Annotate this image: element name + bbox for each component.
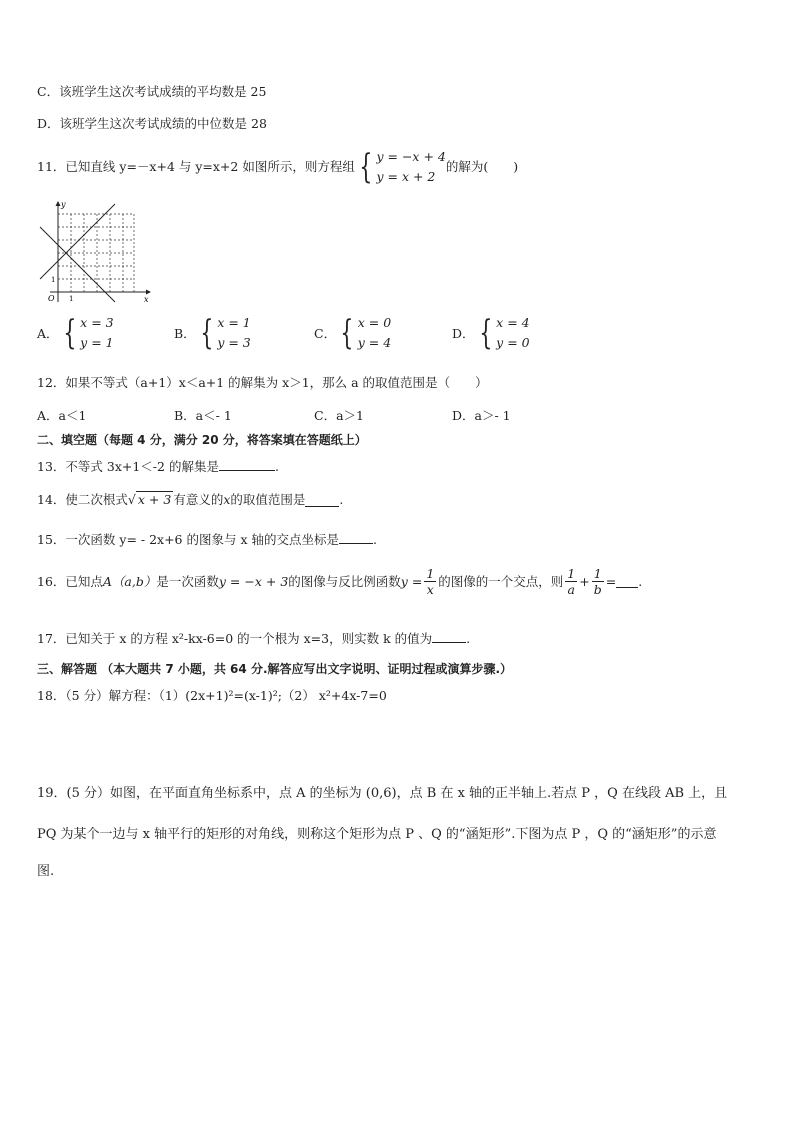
- q11-option-b-row1: x = 1: [217, 315, 251, 330]
- q11-stem-end: 的解为( ): [445, 159, 519, 174]
- q11-option-d-row2: y = 0: [496, 335, 530, 350]
- q16-fraction-1-over-x: [424, 566, 436, 597]
- q11-option-a-row1: x = 3: [80, 315, 114, 330]
- q16-frac-b-num: 1: [593, 566, 602, 581]
- q13: 13．不等式 3x+1＜-2 的解集是 .: [37, 459, 279, 474]
- graph-x-tick-label: 1: [69, 295, 74, 303]
- q14-text-b: 有意义的: [173, 492, 224, 507]
- graph-origin-label: O: [48, 294, 55, 303]
- q15: 15．一次函数 y= - 2x+6 的图象与 x 轴的交点坐标是 .: [37, 532, 377, 547]
- q11-option-a-label: A．: [37, 326, 59, 341]
- q11-option-b-row2: y = 3: [217, 335, 251, 350]
- q17-text: 17．已知关于 x 的方程 x²-kx-6=0 的一个根为 x=3，则实数 k 的值为: [37, 631, 433, 646]
- section-3-heading: 三、解答题 （本大题共 7 小题，共 64 分.解答应写出文字说明、证明过程或演算步骤.）: [37, 662, 513, 676]
- q14-answer-blank: [305, 494, 339, 507]
- q12-option-d: D．a＞- 1: [452, 408, 511, 423]
- q12-option-b: B．a＜- 1: [174, 408, 232, 423]
- q16-frac-b-den: b: [593, 582, 602, 597]
- q15-text: 15．一次函数 y= - 2x+6 的图象与 x 轴的交点坐标是: [37, 532, 339, 547]
- q11-option-d-row1: x = 4: [496, 315, 530, 330]
- q16-text-c: 的图像与反比例函数: [288, 573, 401, 589]
- q16-answer-blank: [616, 575, 638, 588]
- q16-plus: +: [579, 573, 590, 589]
- q11-stem-text: 11．已知直线 y=－x+4 与 y=x+2 如图所示，则方程组: [37, 159, 355, 174]
- section-2-heading: 二、填空题（每题 4 分，满分 20 分，将答案填在答题纸上）: [37, 433, 367, 447]
- graph-x-label: x: [144, 295, 149, 304]
- q13-answer-blank: [219, 458, 275, 471]
- y-axis-arrow: [56, 201, 61, 206]
- q19-line-2: PQ 为某个一边与 x 轴平行的矩形的对角线，则称这个矩形为点 P 、Q 的“涵矩形”.下图为点 P ，Q 的“涵矩形”的示意: [37, 827, 717, 842]
- q16-frac-a-den: a: [567, 582, 575, 597]
- graph-y-tick-label: 1: [51, 276, 56, 284]
- q11-option-c-row2: y = 4: [357, 335, 392, 350]
- q14-text-a: 14．使二次根式: [37, 492, 128, 507]
- q11-graph: [34, 198, 154, 304]
- q16-point: A（a,b）: [102, 573, 157, 589]
- graph-grid: [58, 214, 134, 292]
- q14: 14．使二次根式 √ x + 3 有意义的 x 的取值范围是 .: [37, 492, 344, 507]
- q12-stem: 12．如果不等式（a+1）x＜a+1 的解集为 x＞1，那么 a 的取值范围是（ ）: [37, 375, 488, 390]
- q16-frac-a-num: 1: [567, 566, 576, 581]
- q16-fraction-num: 1: [426, 566, 435, 581]
- q10-option-c: C．该班学生这次考试成绩的平均数是 25: [37, 84, 267, 99]
- line-y-x-plus-2: [40, 204, 115, 279]
- q11-equation-system: { y = −x + 4 y = x + 2: [359, 147, 446, 187]
- q14-var-x: x: [223, 492, 231, 507]
- q11-option-c-label: C．: [314, 326, 337, 341]
- q11-option-d-label: D．: [452, 326, 475, 341]
- q14-radicand: x + 3: [137, 492, 172, 507]
- q11-eq2: y = x + 2: [376, 169, 436, 184]
- q19-line-1: 19．(5 分）如图，在平面直角坐标系中，点 A 的坐标为 (0,6)，点 B 在 x 轴的正半轴上.若点 P ，Q 在线段 AB 上，且: [37, 786, 728, 801]
- q16-text-a: 16．已知点: [37, 573, 103, 589]
- q11-option-b-label: B．: [174, 326, 196, 341]
- q11-eq1: y = −x + 4: [376, 149, 446, 164]
- q16-linear-function: y = −x + 3: [218, 573, 289, 589]
- q10-option-d: D．该班学生这次考试成绩的中位数是 28: [37, 116, 267, 131]
- graph-y-label: y: [61, 200, 66, 209]
- x-axis-arrow: [146, 290, 151, 295]
- q16-fraction-1-over-b: [592, 566, 604, 597]
- q11-option-a: A． { x = 3 y = 1: [37, 313, 114, 353]
- q11-option-a-row2: y = 1: [80, 335, 114, 350]
- q17-answer-blank: [432, 630, 466, 643]
- q12-option-a: A．a＜1: [37, 408, 87, 423]
- q14-radical: √ x + 3: [127, 492, 172, 507]
- q19-line-3: 图.: [37, 864, 55, 879]
- q16-inverse-function-lhs: y =: [400, 573, 423, 589]
- q11-stem: [37, 147, 518, 187]
- q16-text-b: 是一次函数: [156, 573, 219, 589]
- q11-option-c-row1: x = 0: [357, 315, 392, 330]
- q16: 16．已知点 A（a,b） 是一次函数 y = −x + 3 的图像与反比例函数 y = $\frac{1}{x}$ 的图像的一个交点，则 $\frac{1}{a}$ + $\frac{1}{b}$ = .: [37, 566, 643, 597]
- q11-option-b: B． { x = 1 y = 3: [174, 313, 251, 353]
- q16-text-d: 的图像的一个交点，则: [438, 573, 564, 589]
- q11-option-d: D． { x = 4 y = 0: [452, 313, 530, 353]
- q18: 18．（5 分）解方程：（1）(2x+1)²=(x-1)²;（2） x²+4x-7=0: [37, 688, 387, 703]
- q15-answer-blank: [339, 531, 373, 544]
- q16-fraction-den: x: [426, 582, 434, 597]
- q14-text-c: 的取值范围是: [230, 492, 306, 507]
- q16-fraction-1-over-a: [565, 566, 577, 597]
- q13-text: 13．不等式 3x+1＜-2 的解集是: [37, 459, 219, 474]
- q16-equals: =: [605, 573, 617, 589]
- q17: 17．已知关于 x 的方程 x²-kx-6=0 的一个根为 x=3，则实数 k 的值为 .: [37, 631, 471, 646]
- q11-option-c: C． { x = 0 y = 4: [314, 313, 392, 353]
- q12-option-c: C．a＞1: [314, 408, 364, 423]
- line-y-neg-x-plus-4: [40, 227, 115, 302]
